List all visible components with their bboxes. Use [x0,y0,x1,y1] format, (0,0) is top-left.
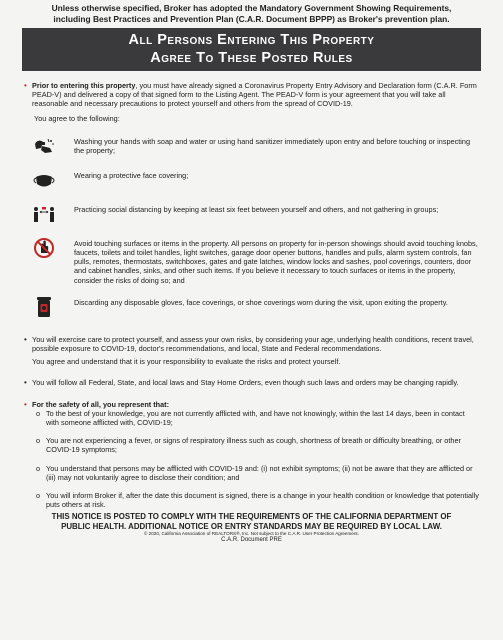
bullet-icon: • [24,81,27,90]
rule-text: Practicing social distancing by keeping at least six feet between yourself and others, and not gathering in groups; [74,204,439,214]
safety-section [24,400,479,409]
top-notice [24,0,479,24]
rule-item [32,202,479,226]
safety-item [24,409,479,427]
care-text-2: You agree and understand that it is your responsibility to evaluate the risks and protect yourself. [32,357,341,367]
laws-paragraph [24,378,479,387]
footer-doc-id: C.A.R. Document PRE [221,537,282,544]
safety-item-text: You are not experiencing a fever, or signs of respiratory illness such as cough, shortness of breath or difficulty breathing, or other COVID-19 symptoms; [46,436,461,455]
circle-bullet-icon: o [36,436,41,446]
rule-item [32,168,479,192]
rule-text: Avoid touching surfaces or items in the property. All persons on property for in-person showings should avoid touching knobs, faucets, toilets and toilet handles, light switches, garage door opener buttons, handles and pulls, alarm system controls, fan pulls, remotes, thermostats, switchboxes, gates and gate latches, window locks and sashes, pool coverings, counters, door and cabinet handles, sinks, and other such items. If you believe it necessary to touch surfaces or items in the property, consider the risks of doing so; and [74,238,478,285]
rule-item [32,236,479,285]
bullet-icon: • [24,334,27,344]
circle-bullet-icon: o [36,408,41,418]
top-notice-line1: Unless otherwise specified, Broker has adopted the Mandatory Government Showing Requirements, [51,3,452,13]
banner-line2: Agree To These Posted Rules [150,50,353,66]
safety-item [24,491,479,509]
rule-text: Discarding any disposable gloves, face coverings, or shoe coverings worn during the visit, upon exiting the property. [74,297,448,307]
face-mask-icon [32,168,56,192]
prior-text: , you must have already signed a Coronavirus Property Entry Advisory and Declaration form (C.A.R. Form PEAD-V) and delivered a copy of that signed form to the Listing Agent. The PEAD-V form is your agreement that you will take all reasonable and necessary precautions to protect yourself and others from the spread of COVID-19. [32,81,477,109]
rule-text: Wearing a protective face covering; [74,170,189,180]
prior-entry-paragraph [24,81,479,109]
rule-item [32,134,479,158]
circle-bullet-icon: o [36,463,41,473]
agree-intro: You agree to the following: [34,113,120,123]
care-text: You will exercise care to protect yourself, and assess your own risks, by considering your age, underlying health conditions, recent travel, possible exposure to COVID-19, doctor's recommendations, and local, State and Federal recommendations. [32,334,474,354]
footer [24,512,479,544]
laws-text: You will follow all Federal, State, and local laws and Stay Home Orders, even though such laws and orders may be changing rapidly. [32,378,459,388]
safety-heading: For the safety of all, you represent that: [32,399,170,409]
care-paragraph [24,335,479,367]
circle-bullet-icon: o [36,491,41,501]
trash-bin-icon [32,295,56,319]
hand-washing-icon [32,134,56,158]
bullet-icon: • [24,399,27,409]
footer-line2: PUBLIC HEALTH. ADDITIONAL NOTICE OR ENTRY STANDARDS MAY BE REQUIRED BY LOCAL LAW. [61,521,442,531]
safety-item-text: You will inform Broker if, after the date this document is signed, there is a change in your health condition or knowledge that potentially puts others at risk. [46,491,479,510]
footer-line1: THIS NOTICE IS POSTED TO COMPLY WITH THE REQUIREMENTS OF THE CALIFORNIA DEPARTMENT OF [51,512,452,522]
rule-item [32,295,479,319]
top-notice-line2: including Best Practices and Prevention Plan (C.A.R. Document BPPP) as Broker's prevention plan. [53,13,450,24]
notice-body [24,81,479,545]
banner-line1: All Persons Entering This Property [128,32,375,48]
title-banner [22,28,481,71]
safety-item [24,436,479,454]
social-distance-icon [32,202,56,226]
safety-item [24,464,479,482]
safety-item-text: You understand that persons may be afflicted with COVID-19 and: (i) not exhibit symptoms; (ii) not be aware that they are afflicted or (iii) may not voluntarily agree to disclose their condition; and [46,463,473,482]
prior-lead: Prior to entering this property [32,81,136,90]
footer-copyright: © 2020, California Association of REALTORS®, Inc. Not subject to the C.A.R. User Protection Agreement. [144,531,359,537]
safety-item-text: To the best of your knowledge, you are not currently afflicted with, and have not knowingly, within the last 14 days, been in contact with someone afflicted with, COVID-19; [46,408,465,428]
no-touch-icon [32,236,56,260]
rule-text: Washing your hands with soap and water or using hand sanitizer immediately upon entry and before touching or inspecting the property; [74,136,471,156]
bullet-icon: • [24,378,27,388]
